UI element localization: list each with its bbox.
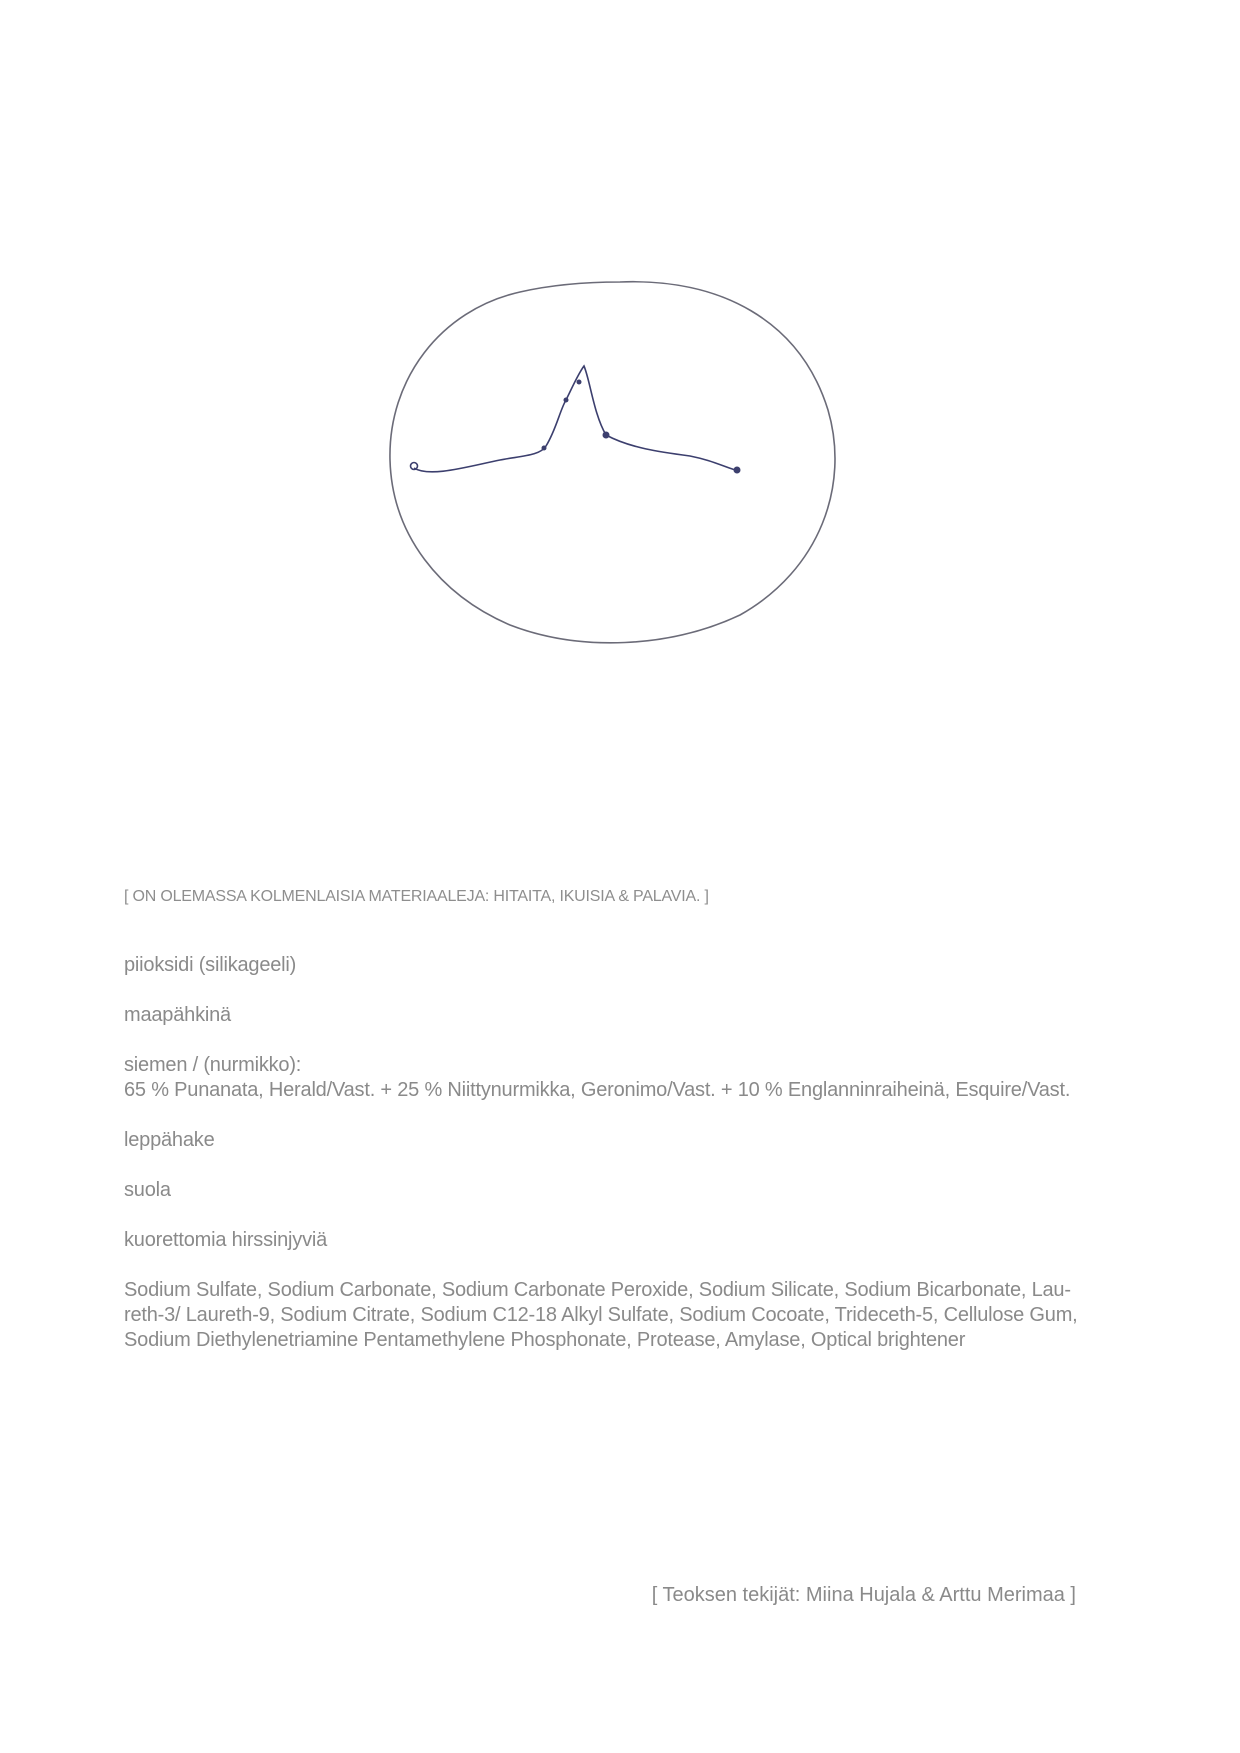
drawn-dot — [603, 432, 610, 439]
ingredients-line: Sodium Sulfate, Sodium Carbonate, Sodium Carbonate Peroxide, Sodium Silicate, Sodium Bicarbonate, Lau- — [124, 1279, 1071, 1301]
drawn-circle — [390, 282, 835, 643]
drawn-dot — [577, 380, 582, 385]
seed-mix-details: 65 % Punanata, Herald/Vast. + 25 % Niittynurmikka, Geronimo/Vast. + 10 % Englanninraiheinä, Esquire/Vast. — [124, 1079, 1071, 1101]
material-item: siemen / (nurmikko): — [124, 1054, 302, 1076]
ingredients-line: reth-3/ Laureth-9, Sodium Citrate, Sodium C12-18 Alkyl Sulfate, Sodium Cocoate, Trideceth-5, Cellulose Gum, — [124, 1304, 1078, 1326]
drawn-dot — [564, 398, 569, 403]
drawn-dot — [542, 446, 547, 451]
section-heading: [ ON OLEMASSA KOLMENLAISIA MATERIAALEJA: HITAITA, IKUISIA & PALAVIA. ] — [124, 888, 709, 905]
material-item: kuorettomia hirssinjyviä — [124, 1229, 328, 1251]
material-item: leppähake — [124, 1129, 215, 1151]
author-credit: [ Teoksen tekijät: Miina Hujala & Arttu Merimaa ] — [651, 1584, 1076, 1606]
material-item: piioksidi (silikageeli) — [124, 954, 297, 976]
drawn-dot — [734, 467, 741, 474]
drawn-wave-line — [414, 366, 735, 472]
hand-drawn-illustration — [380, 270, 860, 660]
ingredients-line: Sodium Diethylenetriamine Pentamethylene Phosphonate, Protease, Amylase, Optical brightener — [124, 1329, 966, 1351]
material-item: suola — [124, 1179, 171, 1201]
material-item: maapähkinä — [124, 1004, 231, 1026]
